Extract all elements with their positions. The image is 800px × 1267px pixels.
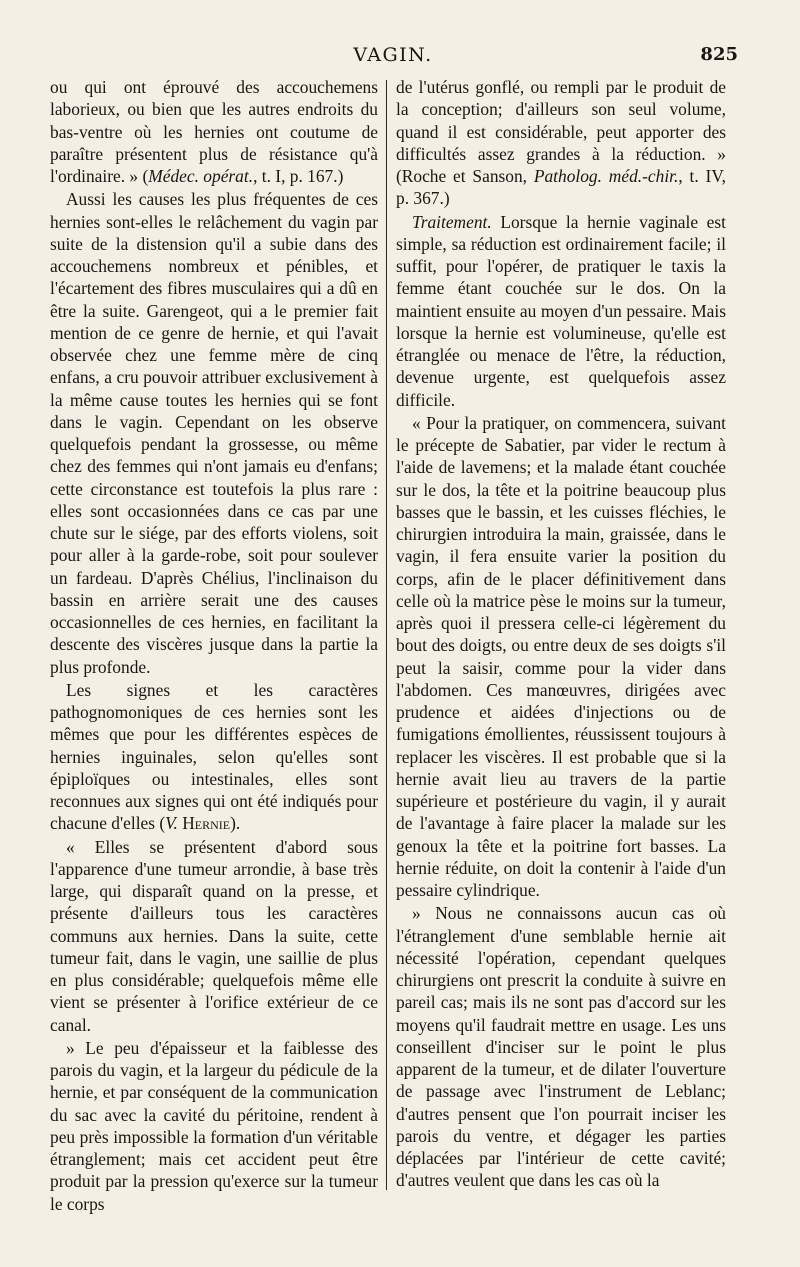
paragraph-tail: ).	[230, 813, 241, 834]
paragraph-continuation	[50, 76, 378, 187]
column-divider	[386, 80, 387, 1190]
paragraph-quote-appearance: « Elles se présentent d'abord sous l'apparence d'une tumeur arrondie, à base très large, qui disparaît quand on la presse, et présente d'ailleurs tous les caractères communs aux hernies. Dans la suite, cette tumeur fait, dans le vagin, une saillie de plus en plus considérable; quelquefois même elle vient se présenter à l'orifice extérieur de ce canal.	[50, 836, 378, 1035]
citation-title: Médec. opérat.	[148, 166, 254, 186]
paragraph-text: Lorsque la hernie vaginale est simple, sa réduction est ordinairement facile; il suffit, pour l'opérer, de pratiquer le taxis la femme étant couchée sur le dos. On la maintient ensuite au moyen d'un pessaire. Mais lorsque la hernie est volumineuse, qu'elle est étranglée ou menace de l'être, la réduction, devenue urgente, est quelquefois assez difficile.	[396, 211, 726, 410]
page-header	[48, 44, 738, 70]
paragraph-quote-operation: » Nous ne connaissons aucun cas où l'étranglement d'une semblable hernie ait nécessité l'opération, cependant quelques chirurgiens ont prescrit la conduite à suivre en pareil cas; mais ils ne sont pas d'accord sur les moyens qu'il faudrait mettre en usage. Les uns conseillent d'inciser sur le point le plus apparent de la tumeur, et de dilater l'ouverture de passage avec l'instrument de Leblanc; d'autres pensent que l'on pourrait inciser les parois du ventre, et dégager les parties déplacées par l'intérieur de cette cavité; d'autres veulent que dans les cas où la	[396, 903, 726, 1191]
paragraph-quote-walls: » Le peu d'épaisseur et la faiblesse des parois du vagin, et la largeur du pédicule de la hernie, et par conséquent de la communication du sac avec la cavité du péritoine, rendent à peu près impossible la formation d'un véritable étranglement; mais cet accident peut être produit par la pression qu'exerce sur la tumeur le corps	[50, 1037, 378, 1214]
right-column	[396, 76, 726, 1192]
left-column	[50, 76, 378, 1215]
paragraph-quote-procedure: « Pour la pratiquer, on commencera, suivant le précepte de Sabatier, par vider le rectum à l'aide de lavemens; et la malade étant couchée sur le dos, la tête et la poitrine beaucoup plus basses que le bassin, et les cuisses fléchies, le chirurgien introduira la main, graissée, dans le vagin, il fera ensuite varier la position du corps, afin de le placer définitivement dans celle où la matrice pèse le moins sur la tumeur, après quoi il pressera celle-ci légèrement du bout des doigts, ou entre deux de ses doigts s'il peut la saisir, comme pour la vider dans l'abdomen. Ces manœuvres, dirigées avec prudence et aidées d'injections ou de fumigations émollientes, réussissent toujours à replacer les viscères. Il est probable que si la hernie avait lieu au travers de la partie supérieure et postérieure du vagin, il y aurait de l'avantage à faire placer la malade sur les genoux la tête et la poitrine fort basses. La hernie réduite, on doit la contenir à l'aide d'un pessaire cylindrique.	[396, 412, 726, 900]
running-title: VAGIN.	[353, 44, 433, 66]
paragraph-signs	[50, 679, 378, 835]
section-lead: Traitement.	[412, 211, 492, 232]
cross-reference-marker: V.	[165, 813, 178, 834]
page-number: 825	[700, 44, 738, 65]
paragraph-text: Les signes et les caractères pathognomoniques de ces hernies sont les mêmes que pour les différentes espèces de hernies inguinales, selon qu'elles sont épiploïques ou intestinales, elles sont reconnues aux signes qui ont été indiqués pour chacune d'elles (	[50, 679, 378, 834]
paragraph-text: ou qui ont éprouvé des accouchemens laborieux, ou bien que les autres endroits du bas-ventre où les hernies ont coutume de paraître présentent plus de résistance qu'à l'ordinaire. » (	[50, 77, 378, 186]
paragraph-continuation	[396, 76, 726, 210]
citation-reference: , t. IV, p. 367.)	[396, 166, 727, 209]
cross-reference-word: Hernie	[182, 813, 231, 834]
paragraph-text: de l'utérus gonflé, ou rempli par le produit de la conception; d'ailleurs son seul volume, quand il est considérable, peut apporter des difficultés assez grandes à la réduction. » (Roche et Sanson,	[396, 77, 726, 186]
paragraph-treatment	[396, 211, 726, 411]
paragraph-causes: Aussi les causes les plus fréquentes de ces hernies sont-elles le relâchement du vagin par suite de la distension qu'il a subie dans des accouchemens nombreux et pénibles, et l'écartement des fibres musculaires qui a dû en être la suite. Garengeot, qui a le premier fait mention de ce genre de hernie, et qui l'avait observée chez une femme mère de cinq enfans, a cru pouvoir attribuer exclusivement à la même cause toutes les hernies qui se font dans le vagin. Cependant on les observe quelquefois pendant la grossesse, ou même chez des femmes qui n'ont jamais eu d'enfans; cette circonstance est toutefois la plus rare : elles sont occasionnées dans ce cas par une chute sur le siége, par des efforts violens, soit pour aller à la garde-robe, soit pour soulever un fardeau. D'après Chélius, l'inclinaison du bassin en arrière serait une des causes occasionnelles de ces hernies, en facilitant la descente des viscères jusque dans la partie la plus profonde.	[50, 189, 378, 677]
citation-title: Patholog. méd.-chir.	[533, 166, 679, 186]
citation-reference: , t. I, p. 167.)	[253, 166, 344, 186]
